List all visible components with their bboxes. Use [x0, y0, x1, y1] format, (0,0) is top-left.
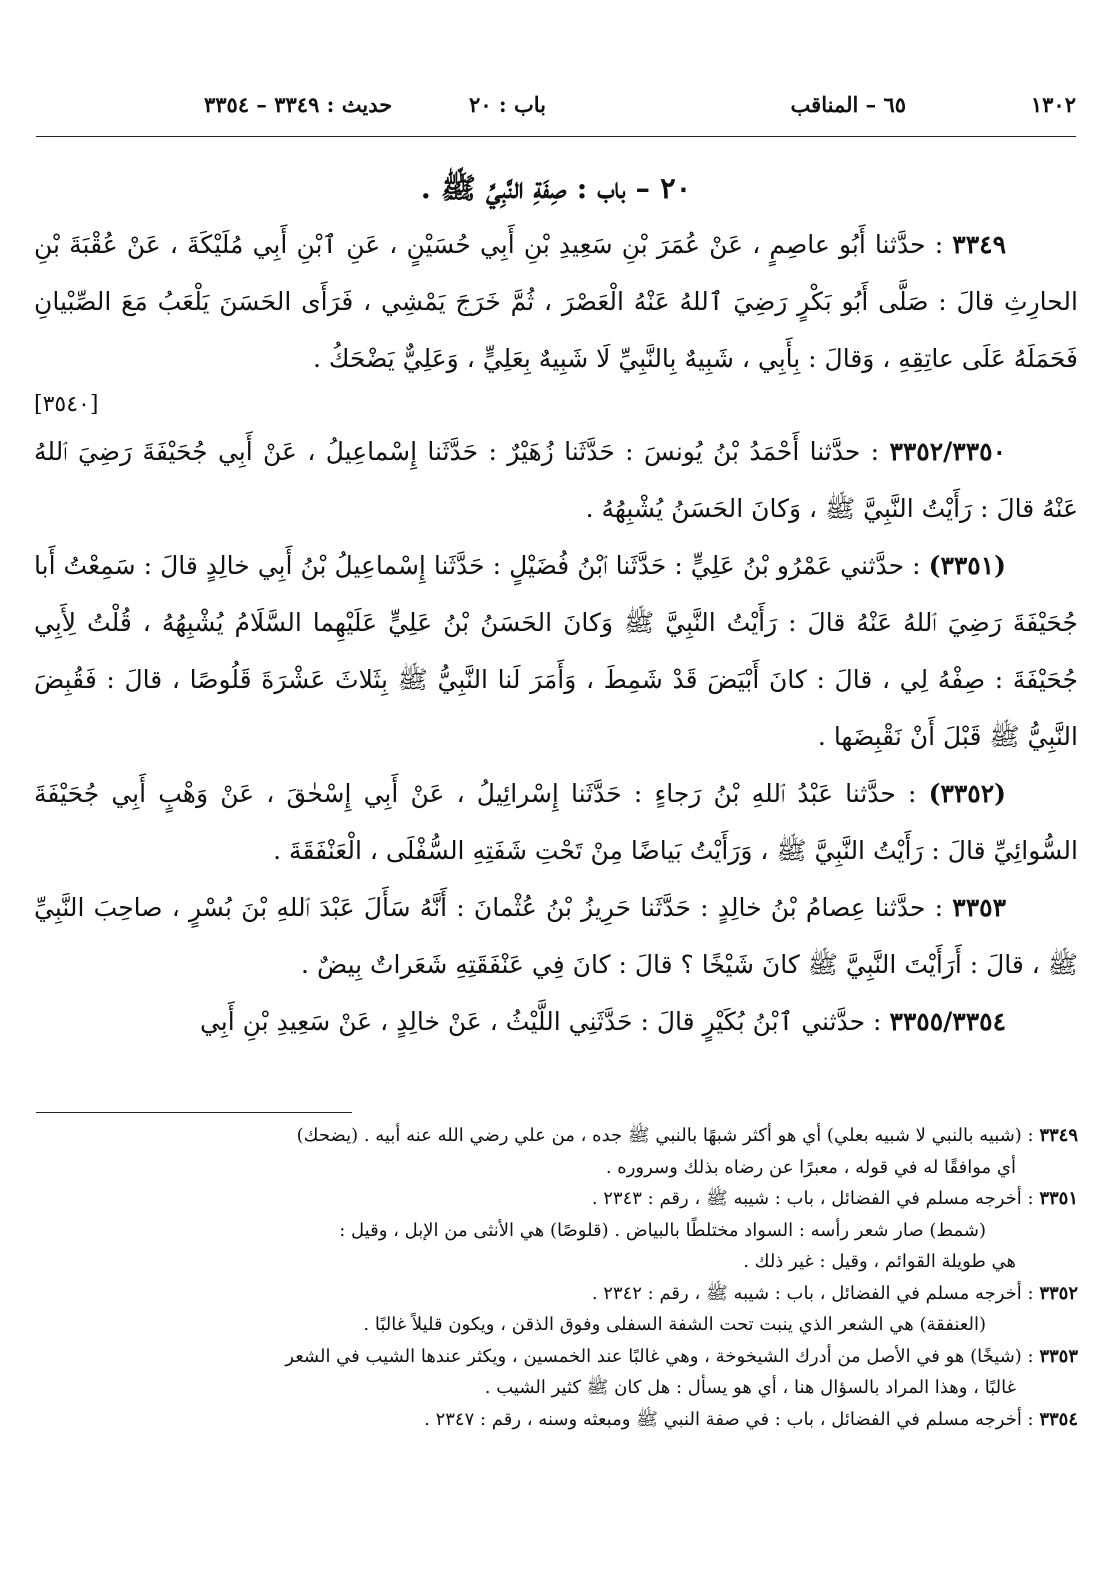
footnotes	[34, 1120, 1078, 1435]
hadith-paragraph	[34, 993, 1078, 1050]
footnote-number: ٣٣٥٣	[1039, 1345, 1078, 1367]
header-divider	[36, 136, 1076, 137]
footnote-text: : (شبيه بالنبي لا شبيه بعلي) أي هو أكثر شبهًا بالنبي ﷺ جده ، من علي رضي الله عنه أبيه . (يضحك)	[296, 1125, 1040, 1146]
footnote	[34, 1278, 1078, 1341]
chapter-label: باب : ٢٠	[469, 92, 546, 117]
hadith-range: حديث : ٣٣٤٩ – ٣٣٥٤	[204, 92, 393, 117]
footnote-text: أي موافقًا له في قوله ، معبرًا عن رضاه بذلك وسروره .	[605, 1156, 1016, 1178]
footnote-text: : أخرجه مسلم في الفضائل ، باب : في صفة النبي ﷺ ومبعثه وسنه ، رقم : ٢٣٤٧ .	[424, 1408, 1040, 1430]
hadith-paragraph	[34, 879, 1078, 993]
hadith-number: (٣٣٥٢)	[928, 779, 1006, 808]
hadith-paragraph	[34, 216, 1078, 387]
footnote-number: ٣٣٥١	[1039, 1188, 1078, 1209]
hadith-text: : حدَّثني ٱبْنُ بُكَيْرٍ قالَ : حَدَّثَنِي اللَّيْثُ ، عَنْ خالِدٍ ، عَنْ سَعِيدِ بْنِ أَبِي	[199, 1007, 890, 1036]
cross-reference: [٣٥٤٠]	[34, 392, 99, 417]
footnote-text: (العنفقة) هي الشعر الذي ينبت تحت الشفة السفلى وفوق الذقن ، ويكون قليلاً غالبًا .	[363, 1314, 986, 1335]
footnote-text: : (شيخًا) هو في الأصل من أدرك الشيخوخة ، وهي غالبًا عند الخمسين ، ويكثر عندها الشيب في الشعر	[285, 1345, 1040, 1367]
footnote-text: (شمط) صار شعر رأسه : السواد مختلطًا بالبياض . (قلوصًا) هي الأنثى من الإبل ، وقيل :	[339, 1219, 986, 1241]
page-number: ١٣٠٢	[1030, 92, 1076, 117]
footnote-text: : أخرجه مسلم في الفضائل ، باب : شيبه ﷺ ، رقم : ٢٣٤٢ .	[591, 1282, 1040, 1304]
footnote-divider	[36, 1112, 352, 1113]
hadith-text: : حدَّثنا أَحْمَدُ بْنُ يُونسَ : حَدَّثَنا زُهَيْرٌ : حَدَّثَنا إِسْماعِيلُ ، عَنْ أَبِي جُحَيْفَةَ رَضِيَ ٱللهُ عَنْهُ قالَ : رَأَيْتُ النَّبِيَّ ﷺ ، وَكانَ الحَسَنُ يُشْبِهُهُ .	[34, 437, 1078, 523]
chapter-title: ٢٠ – باب : صِفَةِ النَّبِيِّ ﷺ .	[420, 171, 692, 205]
footnote	[34, 1120, 1078, 1183]
hadith-paragraph	[34, 537, 1078, 765]
footnote	[34, 1404, 1078, 1436]
hadith-number: ٣٣٥٣	[952, 893, 1006, 922]
hadith-number: ٣٣٥٥/٣٣٥٤	[889, 1007, 1006, 1036]
main-text	[34, 160, 1078, 1050]
hadith-paragraph	[34, 423, 1078, 537]
hadith-number: ٣٣٥٢/٣٣٥٠	[889, 437, 1006, 466]
footnote-text: غالبًا ، وهذا المراد بالسؤال هنا ، أي هو يسأل : هل كان ﷺ كثير الشيب .	[484, 1377, 1016, 1398]
footnote	[34, 1183, 1078, 1278]
footnote-number: ٣٣٥٤	[1039, 1408, 1078, 1430]
footnote-number: ٣٣٥٢	[1039, 1282, 1078, 1304]
hadith-text: : حدَّثنا أَبُو عاصِمٍ ، عَنْ عُمَرَ بْنِ سَعِيدِ بْنِ أَبِي حُسَيْنٍ ، عَنِ ٱبْنِ أَبِي مُلَيْكَةَ ، عَنْ عُقْبَةَ بْنِ الحارِثِ قالَ : صَلَّى أَبُو بَكْرٍ رَضِيَ ٱللهُ عَنْهُ الْعَصْرَ ، ثُمَّ خَرَجَ يَمْشِي ، فَرَأَى الحَسَنَ يَلْعَبُ مَعَ الصِّبْيانِ فَحَمَلَهُ عَلَى عاتِقِهِ ، وَقالَ : بِأَبِي ، شَبِيهٌ بِالنَّبِيِّ لَا شَبِيهٌ بِعَلِيٍّ ، وَعَلِيٌّ يَضْحَكُ .	[34, 230, 1078, 373]
hadith-number: ٣٣٤٩	[952, 230, 1006, 259]
footnote-text: هي طويلة القوائم ، وقيل : غير ذلك .	[743, 1251, 1016, 1272]
book-title: ٦٥ – المناقب	[790, 92, 906, 117]
hadith-number: (٣٣٥١)	[928, 551, 1006, 580]
footnote	[34, 1341, 1078, 1404]
hadith-text: : حدَّثنا عَبْدُ ٱللهِ بْنُ رَجاءٍ : حَدَّثَنا إِسْرائِيلُ ، عَنْ أَبِي إِسْحٰقَ ، عَنْ وَهْبٍ أَبِي جُحَيْفَةَ السُّوائِيِّ قالَ : رَأَيْتُ النَّبِيَّ ﷺ ، وَرَأَيْتُ بَياضًا مِنْ تَحْتِ شَفَتِهِ السُّفْلَى ، الْعَنْفَقَةَ .	[34, 779, 1078, 865]
hadith-text: : حدَّثني عَمْرُو بْنُ عَلِيٍّ : حَدَّثَنا ٱبْنُ فُضَيْلٍ : حَدَّثَنا إِسْماعِيلُ بْنُ أَبِي خالِدٍ قالَ : سَمِعْتُ أَبا جُحَيْفَةَ رَضِيَ ٱللهُ عَنْهُ قالَ : رَأَيْتُ النَّبِيَّ ﷺ وَكانَ الحَسَنُ بْنُ عَلِيٍّ عَلَيْهِما السَّلَامُ يُشْبِهُهُ ، قُلْتُ لِأَبِي جُحَيْفَةَ : صِفْهُ لِي ، قالَ : كانَ أَبْيَضَ قَدْ شَمِطَ ، وَأَمَرَ لَنا النَّبِيُّ ﷺ بِثَلاثَ عَشْرَةَ قَلُوصًا ، قالَ : فَقُبِضَ النَّبِيُّ ﷺ قَبْلَ أَنْ نَقْبِضَها .	[34, 551, 1078, 751]
hadith-text: : حدَّثنا عِصامُ بْنُ خالِدٍ : حَدَّثَنا حَرِيزُ بْنُ عُثْمانَ : أَنَّهُ سَأَلَ عَبْدَ ٱللهِ بْنَ بُسْرٍ ، صاحِبَ النَّبِيِّ ﷺ ، قالَ : أَرَأَيْتَ النَّبِيَّ ﷺ كانَ شَيْخًا ؟ قالَ : كانَ فِي عَنْفَقَتِهِ شَعَراتٌ بِيضٌ .	[34, 893, 1078, 979]
footnote-number: ٣٣٤٩	[1039, 1125, 1078, 1146]
footnote-text: : أخرجه مسلم في الفضائل ، باب : شيبه ﷺ ، رقم : ٢٣٤٣ .	[591, 1188, 1040, 1209]
running-header	[36, 92, 1076, 128]
hadith-paragraph	[34, 765, 1078, 879]
